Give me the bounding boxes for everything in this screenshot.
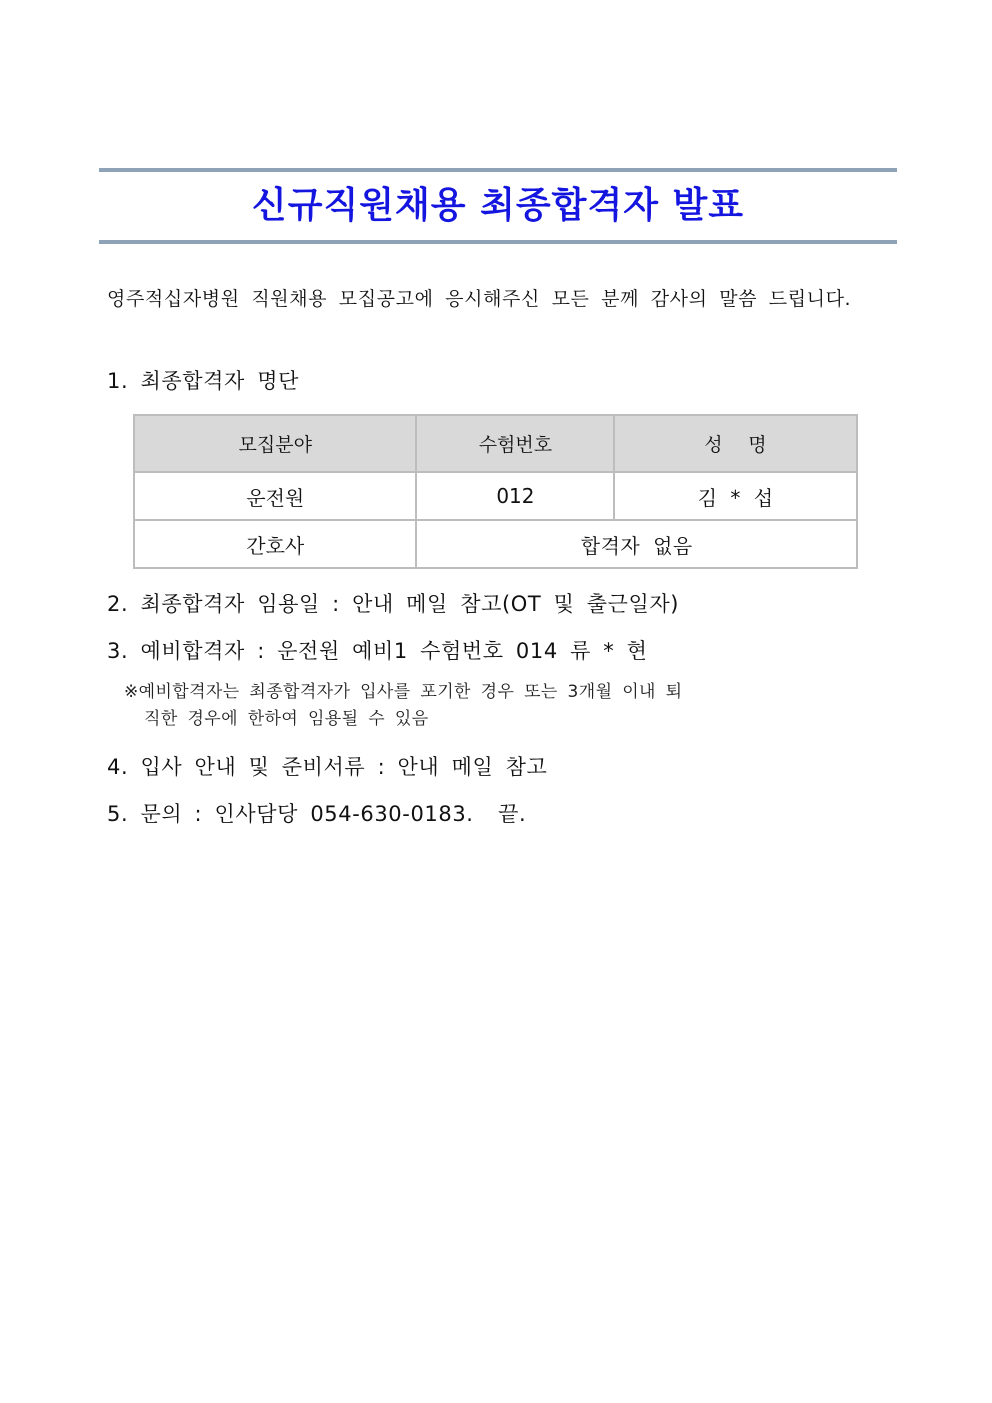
- header-exam-number: 수험번호: [416, 415, 614, 472]
- section-4-onboarding-docs: 4. 입사 안내 및 준비서류 : 안내 메일 참고: [107, 755, 548, 779]
- cell-no-finalist: 합격자 없음: [416, 520, 857, 568]
- intro-text: 영주적십자병원 직원채용 모집공고에 응시해주신 모든 분께 감사의 말씀 드립니다.: [107, 288, 852, 310]
- reserve-note-line-1: ※예비합격자는 최종합격자가 입사를 포기한 경우 또는 3개월 이내 퇴: [124, 682, 683, 702]
- page-title: 신규직원채용 최종합격자 발표: [251, 185, 745, 226]
- table-row: [134, 472, 857, 520]
- section-5-contact: 5. 문의 : 인사담당 054-630-0183. 끝.: [107, 802, 527, 826]
- title-top-rule: [99, 168, 897, 172]
- title-bottom-rule: [99, 240, 897, 244]
- table-row: [134, 520, 857, 568]
- reserve-note: [124, 679, 682, 733]
- section-1-heading: 1. 최종합격자 명단: [107, 369, 299, 393]
- section-2-appointment-date: 2. 최종합격자 임용일 : 안내 메일 참고(OT 및 출근일자): [107, 592, 680, 616]
- cell-exam-number: 012: [416, 472, 614, 520]
- cell-field: 운전원: [134, 472, 416, 520]
- section-3-reserve-finalist: 3. 예비합격자 : 운전원 예비1 수험번호 014 류 * 현: [107, 639, 648, 663]
- header-name: 성 명: [614, 415, 857, 472]
- cell-name: 김 * 섭: [614, 472, 857, 520]
- table-header-row: [134, 415, 857, 472]
- cell-field: 간호사: [134, 520, 416, 568]
- reserve-note-line-2: 직한 경우에 한하여 임용될 수 있음: [144, 709, 429, 729]
- finalists-table: [133, 414, 858, 569]
- header-field: 모집분야: [134, 415, 416, 472]
